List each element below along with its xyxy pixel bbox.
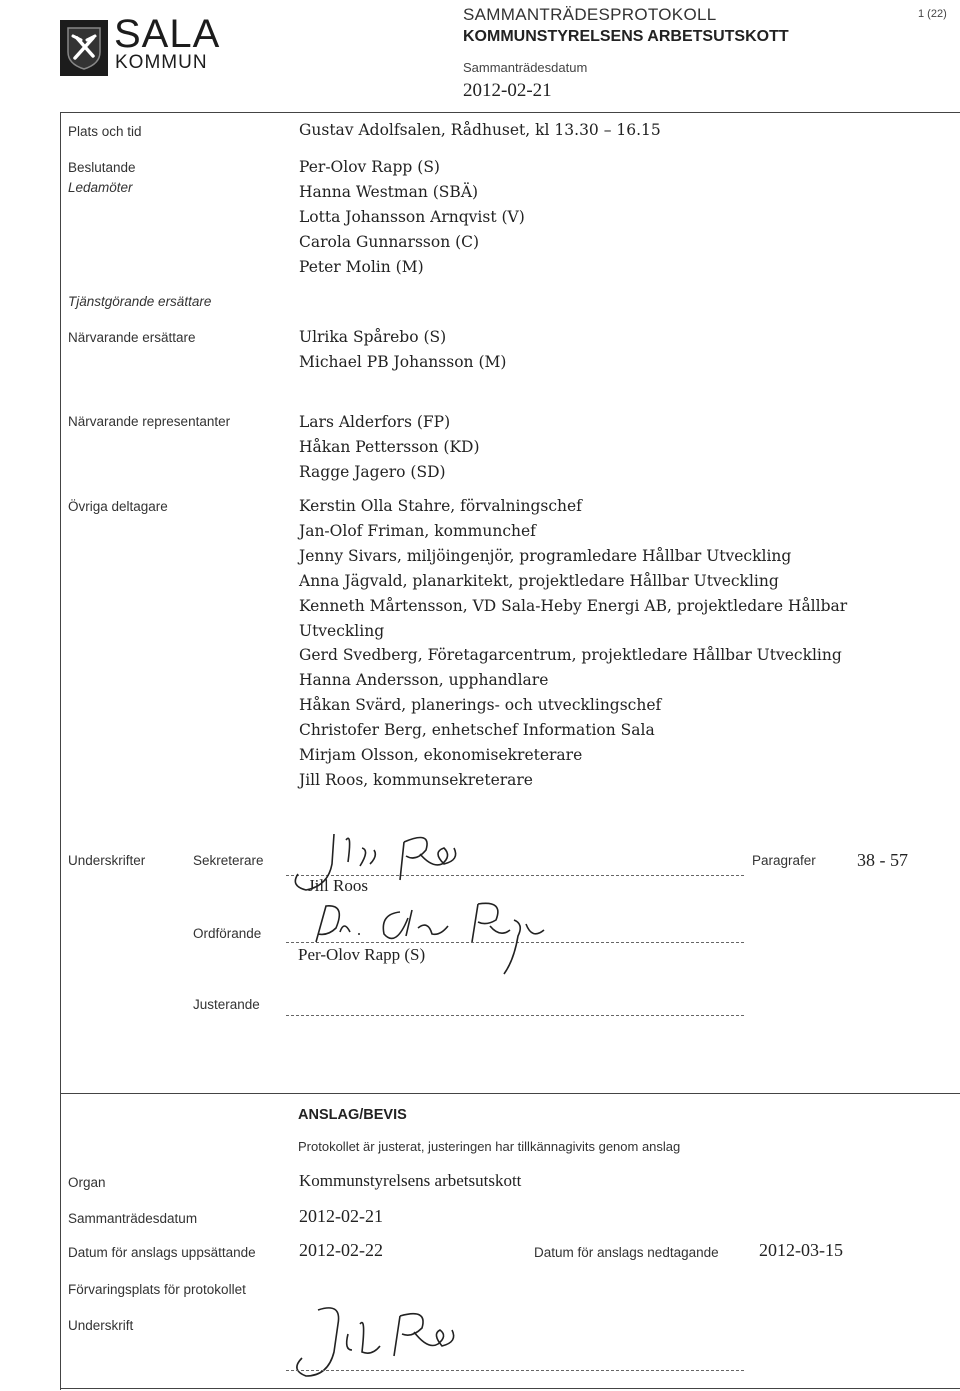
representatives-list [299, 410, 480, 485]
removed-date-label: Datum för anslags nedtagande [534, 1245, 719, 1260]
others-label: Övriga deltagare [68, 499, 168, 514]
list-item: Michael PB Johansson (M) [299, 352, 507, 371]
paragraphs-value: 38 - 57 [857, 850, 908, 870]
meeting-date-label: Sammanträdesdatum [463, 60, 588, 75]
chair-label: Ordförande [193, 926, 262, 941]
posted-date-label: Datum för anslags uppsättande [68, 1245, 256, 1260]
list-item: Håkan Svärd, planerings- och utvecklingschef [299, 696, 662, 715]
members-label: Ledamöter [68, 180, 133, 195]
list-item: Jill Roos, kommunsekreterare [299, 770, 533, 789]
storage-label: Förvaringsplats för protokollet [68, 1282, 246, 1297]
notice-heading: ANSLAG/BEVIS [298, 1107, 407, 1123]
document-subtitle: KOMMUNSTYRELSENS ARBETSUTSKOTT [463, 28, 789, 45]
notice-text: Protokollet är justerat, justeringen har tillkännagivits genom anslag [298, 1139, 681, 1154]
list-item: Lotta Johansson Arnqvist (V) [299, 207, 525, 226]
notice-signature-line [286, 1370, 744, 1371]
left-border [60, 112, 61, 1390]
adjuster-signature-line [286, 1015, 744, 1016]
meeting-date: 2012-02-21 [463, 80, 552, 101]
list-item: Jan-Olof Friman, kommunchef [299, 521, 536, 540]
organ-value: Kommunstyrelsens arbetsutskott [299, 1171, 522, 1190]
list-item: Ragge Jagero (SD) [299, 462, 446, 481]
list-item: Gerd Svedberg, Företagarcentrum, projektledare Hållbar Utveckling [299, 646, 842, 665]
list-item: Peter Molin (M) [299, 257, 424, 276]
list-item: Per-Olov Rapp (S) [299, 158, 440, 176]
chair-name: Per-Olov Rapp (S) [298, 945, 426, 964]
list-item: Hanna Andersson, upphandlare [299, 671, 549, 690]
list-item: Kenneth Mårtensson, VD Sala-Heby Energi AB, projektledare Hållbar [299, 596, 848, 615]
secretary-label: Sekreterare [193, 853, 264, 868]
list-item: Kerstin Olla Stahre, förvalningschef [299, 497, 582, 515]
representatives-label: Närvarande representanter [68, 414, 231, 429]
decision-label: Beslutande [68, 160, 136, 175]
logo-subname: KOMMUN [115, 52, 208, 73]
list-item: Mirjam Olsson, ekonomisekreterare [299, 746, 583, 765]
organ-label: Organ [68, 1175, 106, 1190]
present-substitutes-list [299, 325, 506, 375]
notice-meeting-date: 2012-02-21 [299, 1206, 383, 1226]
others-list [299, 494, 847, 793]
present-substitutes-label: Närvarande ersättare [68, 330, 196, 345]
list-item: Anna Jägvald, planarkitekt, projektledare Hållbar Utveckling [299, 571, 779, 590]
signature-label: Underskrift [68, 1318, 134, 1333]
list-item: Hanna Westman (SBÄ) [299, 182, 479, 201]
document-title: SAMMANTRÄDESPROTOKOLL [463, 5, 717, 24]
signatures-label: Underskrifter [68, 853, 146, 868]
paragraphs-label: Paragrafer [752, 853, 816, 868]
list-item: Utveckling [299, 621, 385, 640]
posted-date: 2012-02-22 [299, 1240, 383, 1260]
notice-divider [60, 1093, 960, 1094]
list-item: Christofer Berg, enhetschef Information Sala [299, 721, 655, 740]
members-list [299, 155, 525, 280]
header-divider [60, 112, 960, 113]
removed-date: 2012-03-15 [759, 1240, 843, 1260]
place-label: Plats och tid [68, 124, 142, 139]
notice-meeting-date-label: Sammanträdesdatum [68, 1211, 198, 1226]
page-number: 1 (22) [918, 8, 947, 20]
chair-signature [300, 890, 590, 985]
place-value: Gustav Adolfsalen, Rådhuset, kl 13.30 – 16.15 [299, 121, 661, 139]
notice-signature [282, 1296, 492, 1387]
crest-icon [60, 20, 108, 76]
logo-name: SALA [114, 12, 221, 56]
adjuster-label: Justerande [193, 997, 260, 1012]
list-item: Jenny Sivars, miljöingenjör, programledare Hållbar Utveckling [299, 546, 792, 565]
list-item: Lars Alderfors (FP) [299, 413, 451, 431]
list-item: Håkan Pettersson (KD) [299, 437, 480, 456]
list-item: Carola Gunnarsson (C) [299, 232, 480, 251]
list-item: Ulrika Spårebo (S) [299, 328, 447, 346]
serving-substitutes-label: Tjänstgörande ersättare [68, 294, 212, 309]
secretary-name: Jill Roos [308, 876, 368, 895]
bottom-border [60, 1388, 960, 1389]
